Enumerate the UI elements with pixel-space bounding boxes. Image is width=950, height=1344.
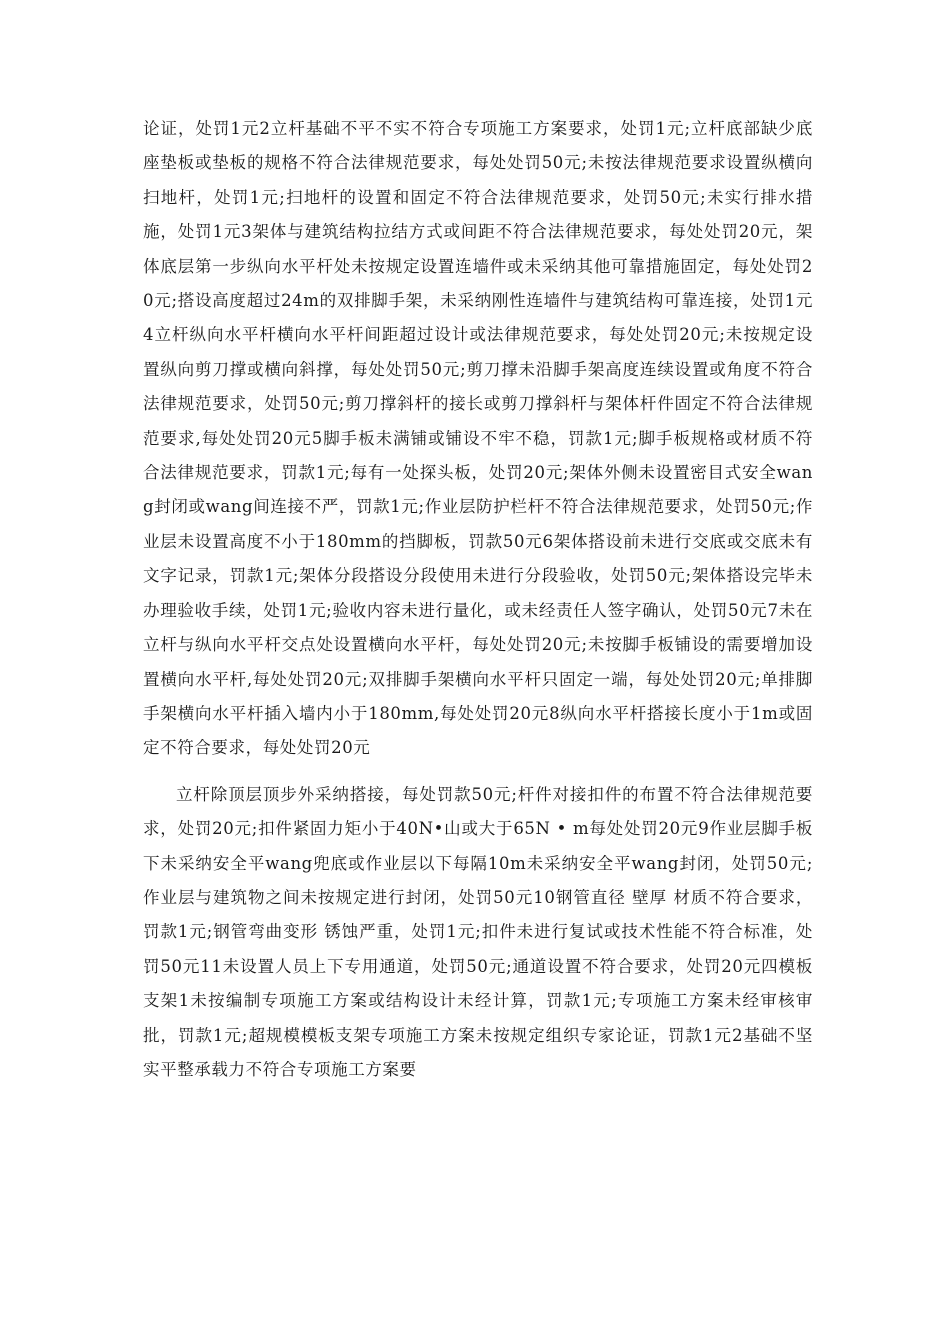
paragraph-2: 立杆除顶层顶步外采纳搭接，每处罚款50元;杆件对接扣件的布置不符合法律规范要求，处罚20元;扣件紧固力矩小于40N•山或大于65N • m每处处罚20元9作业层脚手板下未采纳安全平wang兜底或作业层以下每隔10m未采纳安全平wang封闭，处罚50元;作业层与建筑物之间未按规定进行封闭，处罚50元10钢管直径 壁厚 材质不符合要求，罚款1元;钢管弯曲变形 锈蚀严重，处罚1元;扣件未进行复试或技术性能不符合标准，处罚50元11未设置人员上下专用通道，处罚50元;通道设置不符合要求，处罚20元四模板支架1未按编制专项施工方案或结构设计未经计算，罚款1元;专项施工方案未经审核审批，罚款1元;超规模模板支架专项施工方案未按规定组织专家论证，罚款1元2基础不坚实平整承载力不符合专项施工方案要 [143, 784, 813, 1079]
document-body [143, 112, 813, 1087]
paragraph-1: 论证，处罚1元2立杆基础不平不实不符合专项施工方案要求，处罚1元;立杆底部缺少底座垫板或垫板的规格不符合法律规范要求，每处处罚50元;未按法律规范要求设置纵横向扫地杆，处罚1元;扫地杆的设置和固定不符合法律规范要求，处罚50元;未实行排水措施，处罚1元3架体与建筑结构拉结方式或间距不符合法律规范要求，每处处罚20元，架体底层第一步纵向水平杆处未按规定设置连墙件或未采纳其他可靠措施固定，每处处罚20元;搭设高度超过24m的双排脚手架，未采纳刚性连墙件与建筑结构可靠连接，处罚1元4立杆纵向水平杆横向水平杆间距超过设计或法律规范要求，每处处罚20元;未按规定设置纵向剪刀撑或横向斜撑，每处处罚50元;剪刀撑未沿脚手架高度连续设置或角度不符合法律规范要求，处罚50元;剪刀撑斜杆的接长或剪刀撑斜杆与架体杆件固定不符合法律规范要求,每处处罚20元5脚手板未满铺或铺设不牢不稳，罚款1元;脚手板规格或材质不符合法律规范要求，罚款1元;每有一处探头板，处罚20元;架体外侧未设置密目式安全wang封闭或wang间连接不严，罚款1元;作业层防护栏杆不符合法律规范要求，处罚50元;作业层未设置高度不小于180mm的挡脚板，罚款50元6架体搭设前未进行交底或交底未有文字记录，罚款1元;架体分段搭设分段使用未进行分段验收，处罚50元;架体搭设完毕未办理验收手续，处罚1元;验收内容未进行量化，或未经责任人签字确认，处罚50元7未在立杆与纵向水平杆交点处设置横向水平杆，每处处罚20元;未按脚手板铺设的需要增加设置横向水平杆,每处处罚20元;双排脚手架横向水平杆只固定一端，每处处罚20元;单排脚手架横向水平杆插入墙内小于180mm,每处处罚20元8纵向水平杆搭接长度小于1m或固定不符合要求，每处处罚20元 [143, 119, 813, 758]
